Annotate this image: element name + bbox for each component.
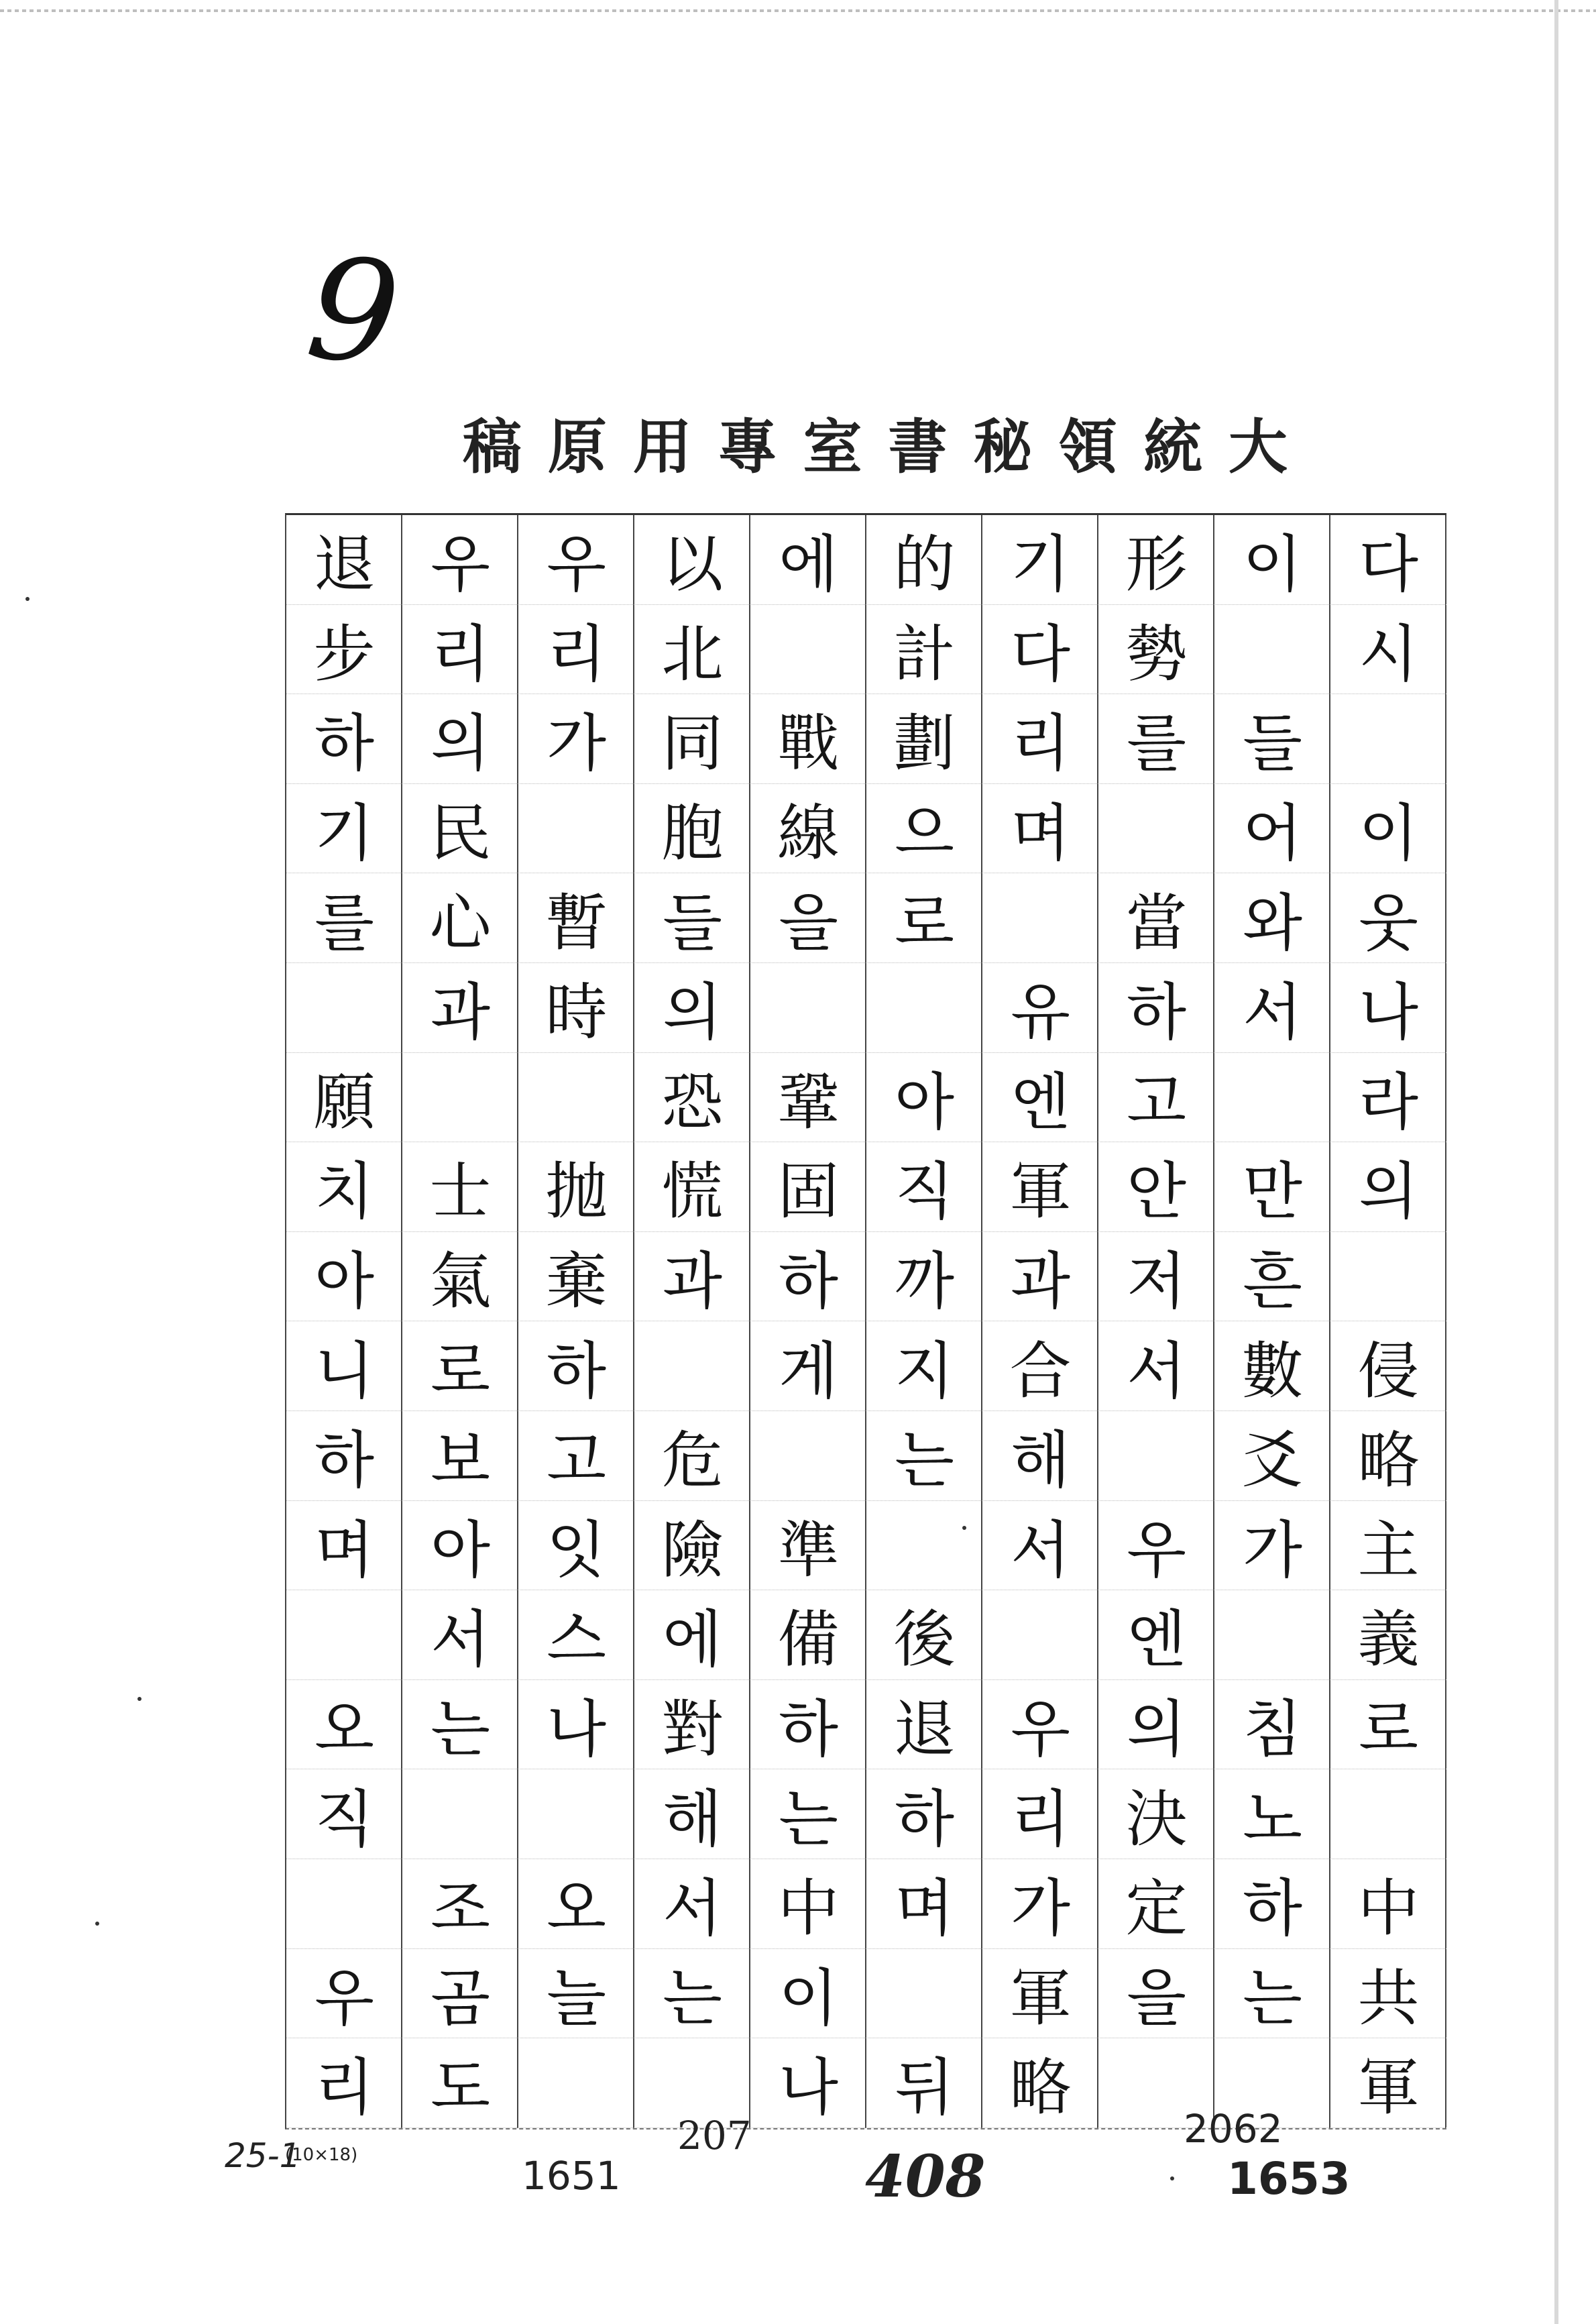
grid-cell bbox=[402, 1053, 518, 1143]
grid-cell: 안 bbox=[1098, 1142, 1214, 1232]
grid-cell: 우 bbox=[402, 515, 518, 605]
grid-cell: 며 bbox=[866, 1859, 982, 1949]
grid-cell: 主 bbox=[1330, 1501, 1446, 1591]
grid-cell: 나 bbox=[750, 2038, 866, 2128]
grid-cell bbox=[750, 963, 866, 1053]
grid-column bbox=[866, 515, 982, 2128]
grid-cell: 計 bbox=[866, 605, 982, 695]
grid-cell: 로 bbox=[1330, 1680, 1446, 1770]
grid-cell: 에 bbox=[634, 1590, 750, 1680]
grid-cell: 침 bbox=[1214, 1680, 1330, 1770]
grid-cell: 서 bbox=[634, 1859, 750, 1949]
grid-column bbox=[1098, 515, 1214, 2128]
grid-cell: 늘 bbox=[518, 1949, 634, 2039]
grid-column bbox=[634, 515, 750, 2128]
grid-cell: 흔 bbox=[1214, 1232, 1330, 1322]
grid-cell: 아 bbox=[866, 1053, 982, 1143]
grid-cell bbox=[866, 963, 982, 1053]
grid-cell: 爻 bbox=[1214, 1411, 1330, 1501]
grid-cell: 決 bbox=[1098, 1769, 1214, 1859]
grid-cell: 氣 bbox=[402, 1232, 518, 1322]
grid-cell: 다 bbox=[1330, 515, 1446, 605]
grid-cell bbox=[866, 1949, 982, 2039]
grid-cell: 하 bbox=[1214, 1859, 1330, 1949]
handwritten-page-number: 9 bbox=[300, 225, 407, 398]
grid-cell bbox=[1098, 1411, 1214, 1501]
grid-cell: 로 bbox=[402, 1321, 518, 1411]
footer-number-2062: 2062 bbox=[1184, 2106, 1283, 2152]
grid-cell: 리 bbox=[982, 1769, 1098, 1859]
grid-cell: 리 bbox=[402, 605, 518, 695]
grid-cell: 치 bbox=[286, 1142, 402, 1232]
header-char: 領 bbox=[1058, 412, 1118, 482]
grid-cell: 과 bbox=[402, 963, 518, 1053]
grid-cell: 以 bbox=[634, 515, 750, 605]
grid-cell bbox=[750, 605, 866, 695]
grid-cell: 가 bbox=[982, 1859, 1098, 1949]
header-char: 書 bbox=[888, 412, 948, 482]
grid-cell: 抛 bbox=[518, 1142, 634, 1232]
grid-cell: 하 bbox=[866, 1769, 982, 1859]
grid-cell: 恐 bbox=[634, 1053, 750, 1143]
grid-cell: 들 bbox=[1214, 694, 1330, 784]
header-char: 稿 bbox=[463, 412, 522, 482]
grid-cell: 戰 bbox=[750, 694, 866, 784]
scan-speck bbox=[1170, 2176, 1174, 2180]
grid-column bbox=[286, 515, 402, 2128]
grid-cell: 後 bbox=[866, 1590, 982, 1680]
grid-cell bbox=[518, 784, 634, 874]
grid-cell: 시 bbox=[1330, 605, 1446, 695]
grid-cell: 의 bbox=[634, 963, 750, 1053]
grid-cell: 노 bbox=[1214, 1769, 1330, 1859]
grid-cell: 서 bbox=[1098, 1321, 1214, 1411]
grid-column bbox=[1330, 515, 1446, 2128]
grid-cell: 勢 bbox=[1098, 605, 1214, 695]
grid-cell: 合 bbox=[982, 1321, 1098, 1411]
grid-cell: 이 bbox=[1330, 784, 1446, 874]
grid-cell bbox=[1098, 784, 1214, 874]
grid-cell: 가 bbox=[518, 694, 634, 784]
footer-number-207: 207 bbox=[677, 2113, 752, 2158]
grid-cell: 오 bbox=[518, 1859, 634, 1949]
grid-cell: 저 bbox=[1098, 1232, 1214, 1322]
header-char: 專 bbox=[718, 412, 777, 482]
grid-cell: 고 bbox=[1098, 1053, 1214, 1143]
grid-cell: 危 bbox=[634, 1411, 750, 1501]
grid-cell: 니 bbox=[286, 1321, 402, 1411]
grid-cell: 우 bbox=[982, 1680, 1098, 1770]
header-char: 用 bbox=[632, 412, 692, 482]
grid-cell: 心 bbox=[402, 873, 518, 963]
grid-cell: 願 bbox=[286, 1053, 402, 1143]
footer-sheet-mark: 25-1 bbox=[225, 2136, 301, 2175]
grid-cell: 우 bbox=[518, 515, 634, 605]
grid-cell: 웃 bbox=[1330, 873, 1446, 963]
grid-cell: 中 bbox=[750, 1859, 866, 1949]
grid-cell: 를 bbox=[286, 873, 402, 963]
grid-cell: 數 bbox=[1214, 1321, 1330, 1411]
grid-cell bbox=[286, 1859, 402, 1949]
manuscript-grid bbox=[285, 513, 1446, 2129]
footer-grid-size: (10×18) bbox=[285, 2145, 358, 2165]
grid-cell: 는 bbox=[634, 1949, 750, 2039]
grid-cell: 鞏 bbox=[750, 1053, 866, 1143]
grid-cell: 軍 bbox=[1330, 2038, 1446, 2128]
grid-cell: 同 bbox=[634, 694, 750, 784]
grid-cell: 北 bbox=[634, 605, 750, 695]
grid-cell: 侵 bbox=[1330, 1321, 1446, 1411]
grid-column bbox=[982, 515, 1098, 2128]
grid-cell: 해 bbox=[634, 1769, 750, 1859]
grid-column bbox=[402, 515, 518, 2128]
grid-cell: 지 bbox=[866, 1321, 982, 1411]
grid-cell bbox=[1330, 1769, 1446, 1859]
grid-cell: 며 bbox=[982, 784, 1098, 874]
grid-cell: 오 bbox=[286, 1680, 402, 1770]
grid-cell bbox=[518, 1769, 634, 1859]
grid-cell: 리 bbox=[286, 2038, 402, 2128]
grid-cell: 하 bbox=[750, 1680, 866, 1770]
grid-cell: 이 bbox=[750, 1949, 866, 2039]
grid-cell: 아 bbox=[286, 1232, 402, 1322]
grid-cell: 士 bbox=[402, 1142, 518, 1232]
scan-edge-top bbox=[0, 9, 1596, 12]
grid-cell: 과 bbox=[634, 1232, 750, 1322]
grid-cell: 義 bbox=[1330, 1590, 1446, 1680]
grid-cell: 뒤 bbox=[866, 2038, 982, 2128]
grid-cell: 軍 bbox=[982, 1142, 1098, 1232]
grid-cell: 고 bbox=[518, 1411, 634, 1501]
grid-column bbox=[1214, 515, 1330, 2128]
grid-cell: 에 bbox=[750, 515, 866, 605]
grid-cell: 의 bbox=[1330, 1142, 1446, 1232]
scan-speck bbox=[95, 1922, 99, 1926]
grid-cell: 步 bbox=[286, 605, 402, 695]
grid-cell: 보 bbox=[402, 1411, 518, 1501]
grid-cell: 이 bbox=[1214, 515, 1330, 605]
grid-cell: 유 bbox=[982, 963, 1098, 1053]
grid-cell bbox=[982, 873, 1098, 963]
grid-cell: 하 bbox=[518, 1321, 634, 1411]
grid-cell: 共 bbox=[1330, 1949, 1446, 2039]
scan-edge-right bbox=[1554, 0, 1558, 2324]
grid-cell: 의 bbox=[1098, 1680, 1214, 1770]
grid-cell: 우 bbox=[286, 1949, 402, 2039]
manuscript-header bbox=[463, 406, 1288, 480]
grid-cell: 當 bbox=[1098, 873, 1214, 963]
grid-cell: 退 bbox=[286, 515, 402, 605]
grid-cell: 의 bbox=[402, 694, 518, 784]
grid-cell: 하 bbox=[286, 1411, 402, 1501]
header-char: 統 bbox=[1143, 412, 1203, 482]
grid-cell: 어 bbox=[1214, 784, 1330, 874]
grid-cell: 서 bbox=[1214, 963, 1330, 1053]
grid-cell: 직 bbox=[866, 1142, 982, 1232]
grid-cell bbox=[1214, 1053, 1330, 1143]
grid-cell bbox=[1214, 605, 1330, 695]
grid-cell: 固 bbox=[750, 1142, 866, 1232]
grid-cell: 들 bbox=[634, 873, 750, 963]
grid-cell: 險 bbox=[634, 1501, 750, 1591]
grid-cell: 定 bbox=[1098, 1859, 1214, 1949]
grid-cell: 中 bbox=[1330, 1859, 1446, 1949]
footer-number-408: 408 bbox=[865, 2143, 986, 2211]
grid-column bbox=[518, 515, 634, 2128]
grid-cell: 엔 bbox=[1098, 1590, 1214, 1680]
grid-cell bbox=[1214, 1590, 1330, 1680]
grid-cell: 胞 bbox=[634, 784, 750, 874]
scan-speck bbox=[137, 1697, 141, 1701]
footer-number-1651: 1651 bbox=[522, 2153, 621, 2199]
grid-cell: 기 bbox=[286, 784, 402, 874]
grid-cell: 스 bbox=[518, 1590, 634, 1680]
grid-cell: 備 bbox=[750, 1590, 866, 1680]
grid-cell: 리 bbox=[518, 605, 634, 695]
grid-cell: 잇 bbox=[518, 1501, 634, 1591]
grid-cell: 만 bbox=[1214, 1142, 1330, 1232]
grid-cell: 가 bbox=[1214, 1501, 1330, 1591]
footer-number-1653: 1653 bbox=[1227, 2153, 1351, 2205]
header-char: 室 bbox=[803, 412, 862, 482]
header-char: 秘 bbox=[973, 412, 1033, 482]
grid-cell: 를 bbox=[1098, 694, 1214, 784]
grid-cell: 해 bbox=[982, 1411, 1098, 1501]
grid-cell: 으 bbox=[866, 784, 982, 874]
grid-cell: 엔 bbox=[982, 1053, 1098, 1143]
grid-cell: 退 bbox=[866, 1680, 982, 1770]
grid-cell bbox=[286, 1590, 402, 1680]
grid-cell: 서 bbox=[982, 1501, 1098, 1591]
grid-cell: 로 bbox=[866, 873, 982, 963]
grid-cell: 軍 bbox=[982, 1949, 1098, 2039]
grid-cell: 서 bbox=[402, 1590, 518, 1680]
grid-cell: 라 bbox=[1330, 1053, 1446, 1143]
grid-cell: 線 bbox=[750, 784, 866, 874]
header-char: 大 bbox=[1228, 412, 1288, 482]
grid-cell bbox=[1330, 694, 1446, 784]
grid-cell bbox=[1330, 1232, 1446, 1322]
grid-cell: 나 bbox=[1330, 963, 1446, 1053]
grid-cell: 도 bbox=[402, 2038, 518, 2128]
grid-cell bbox=[750, 1411, 866, 1501]
grid-cell: 까 bbox=[866, 1232, 982, 1322]
grid-cell bbox=[518, 1053, 634, 1143]
grid-cell bbox=[866, 1501, 982, 1591]
grid-cell: 조 bbox=[402, 1859, 518, 1949]
grid-cell: 아 bbox=[402, 1501, 518, 1591]
grid-cell bbox=[518, 2038, 634, 2128]
grid-cell bbox=[982, 1590, 1098, 1680]
grid-cell: 民 bbox=[402, 784, 518, 874]
grid-cell: 對 bbox=[634, 1680, 750, 1770]
grid-cell: 기 bbox=[982, 515, 1098, 605]
scan-speck bbox=[962, 1526, 966, 1530]
grid-cell: 다 bbox=[982, 605, 1098, 695]
grid-cell: 하 bbox=[286, 694, 402, 784]
grid-cell: 며 bbox=[286, 1501, 402, 1591]
grid-cell: 와 bbox=[1214, 873, 1330, 963]
grid-column bbox=[750, 515, 866, 2128]
grid-cell: 는 bbox=[866, 1411, 982, 1501]
grid-cell: 는 bbox=[1214, 1949, 1330, 2039]
grid-cell: 劃 bbox=[866, 694, 982, 784]
grid-cell: 하 bbox=[1098, 963, 1214, 1053]
grid-cell: 곰 bbox=[402, 1949, 518, 2039]
grid-cell: 略 bbox=[982, 2038, 1098, 2128]
grid-cell bbox=[286, 963, 402, 1053]
grid-cell: 리 bbox=[982, 694, 1098, 784]
grid-cell: 는 bbox=[750, 1769, 866, 1859]
grid-cell: 形 bbox=[1098, 515, 1214, 605]
grid-cell: 나 bbox=[518, 1680, 634, 1770]
grid-cell: 略 bbox=[1330, 1411, 1446, 1501]
grid-cell: 는 bbox=[402, 1680, 518, 1770]
grid-cell bbox=[402, 1769, 518, 1859]
grid-cell: 게 bbox=[750, 1321, 866, 1411]
grid-cell: 과 bbox=[982, 1232, 1098, 1322]
grid-cell: 우 bbox=[1098, 1501, 1214, 1591]
grid-cell: 準 bbox=[750, 1501, 866, 1591]
grid-cell: 棄 bbox=[518, 1232, 634, 1322]
grid-cell: 을 bbox=[750, 873, 866, 963]
scan-speck bbox=[25, 597, 30, 601]
grid-cell: 을 bbox=[1098, 1949, 1214, 2039]
grid-cell: 하 bbox=[750, 1232, 866, 1322]
grid-cell: 직 bbox=[286, 1769, 402, 1859]
grid-cell: 暫 bbox=[518, 873, 634, 963]
grid-cell: 慌 bbox=[634, 1142, 750, 1232]
grid-cell: 時 bbox=[518, 963, 634, 1053]
grid-cell: 的 bbox=[866, 515, 982, 605]
grid-cell bbox=[634, 1321, 750, 1411]
header-char: 原 bbox=[547, 412, 607, 482]
